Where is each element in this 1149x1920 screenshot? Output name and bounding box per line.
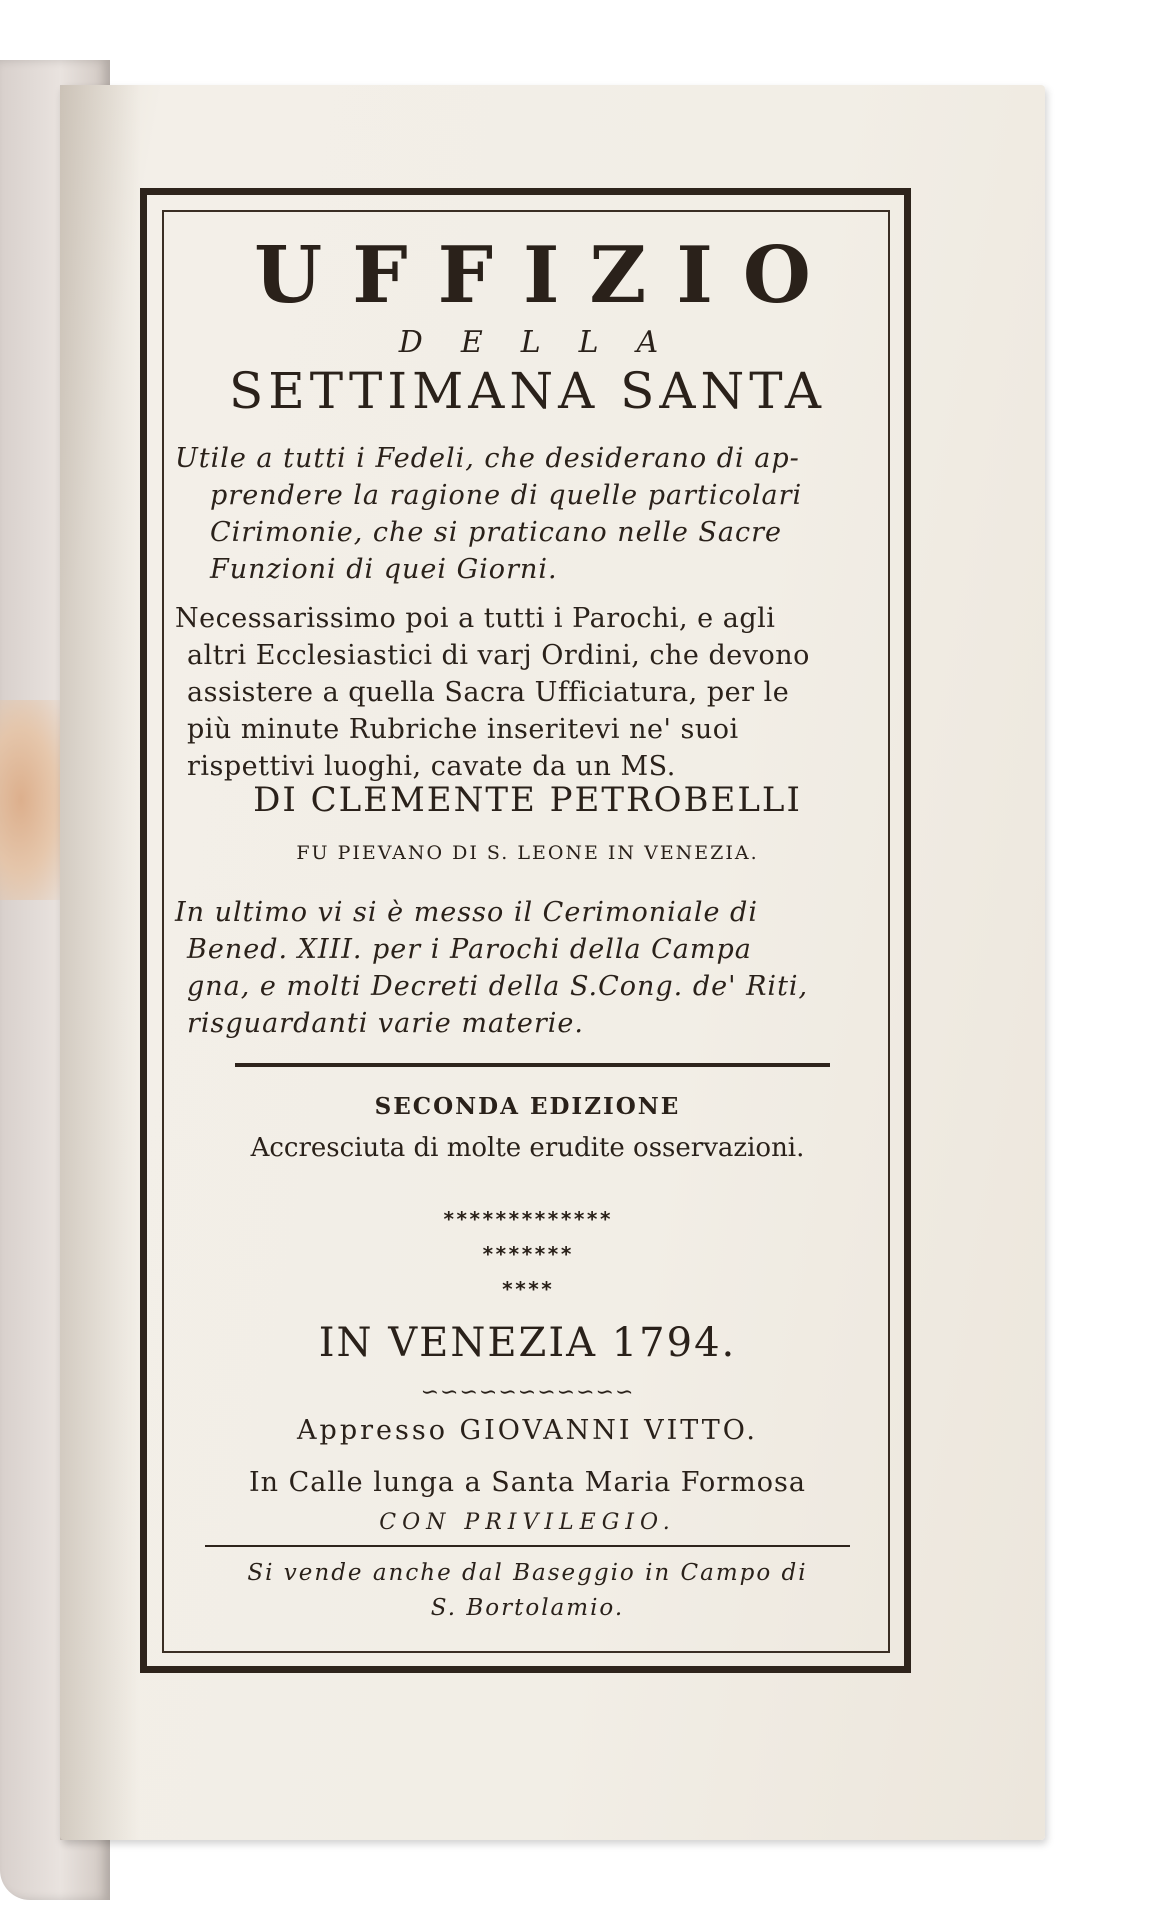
description-line: Cirimonie, che si praticano nelle Sacre: [210, 517, 783, 548]
imprint-privilege: CON PRIVILEGIO.: [379, 1510, 676, 1535]
imprint-address: In Calle lunga a Santa Maria Formosa: [249, 1467, 806, 1498]
imprint-place-year: IN VENEZIA 1794.: [318, 1320, 737, 1366]
description-line: prendere la ragione di quelle particolari: [210, 480, 803, 511]
page-gutter-shade: [60, 85, 140, 1840]
imprint-publisher: Appresso GIOVANNI VITTO.: [297, 1415, 758, 1446]
appendix-line: gna, e molti Decreti della S.Cong. de' Riti,: [187, 971, 809, 1002]
divider-rule: [205, 1545, 850, 1547]
necessity-line: più minute Rubriche inseritevi ne' suoi: [187, 714, 739, 745]
stars-ornament: ****: [501, 1277, 554, 1301]
book-title-della: DELLA: [398, 325, 697, 360]
book-title: UFFIZIO: [254, 230, 841, 321]
edition-label: SECONDA EDIZIONE: [374, 1093, 681, 1120]
necessity-line: assistere a quella Sacra Ufficiatura, per le: [187, 677, 790, 708]
wave-ornament: ∽∽∽∽∽∽∽∽∽∽∽: [420, 1380, 635, 1405]
necessity-line: Necessarissimo poi a tutti i Parochi, e agli: [175, 603, 776, 634]
divider-rule: [235, 1063, 830, 1067]
description-line: Utile a tutti i Fedeli, che desiderano di ap-: [175, 443, 800, 474]
author-name: DI CLEMENTE PETROBELLI: [253, 780, 802, 820]
necessity-line: rispettivi luoghi, cavate da un MS.: [187, 751, 676, 782]
necessity-line: altri Ecclesiastici di varj Ordini, che devono: [187, 640, 810, 671]
description-line: Funzioni di quei Giorni.: [210, 554, 558, 585]
author-title: FU PIEVANO DI S. LEONE IN VENEZIA.: [296, 842, 759, 864]
title-page-content: [175, 225, 880, 1645]
sale-note: Si vende anche dal Baseggio in Campo di: [247, 1560, 808, 1586]
appendix-line: Bened. XIII. per i Parochi della Campa: [187, 934, 752, 965]
sale-note: S. Bortolamio.: [430, 1595, 625, 1621]
book-subtitle: SETTIMANA SANTA: [228, 362, 827, 420]
appendix-line: In ultimo vi si è messo il Cerimoniale di: [175, 897, 758, 928]
edition-note: Accresciuta di molte erudite osservazioni.: [250, 1133, 805, 1163]
stars-ornament: *******: [481, 1242, 574, 1266]
stars-ornament: *************: [442, 1207, 613, 1231]
appendix-line: risguardanti varie materie.: [187, 1008, 584, 1039]
